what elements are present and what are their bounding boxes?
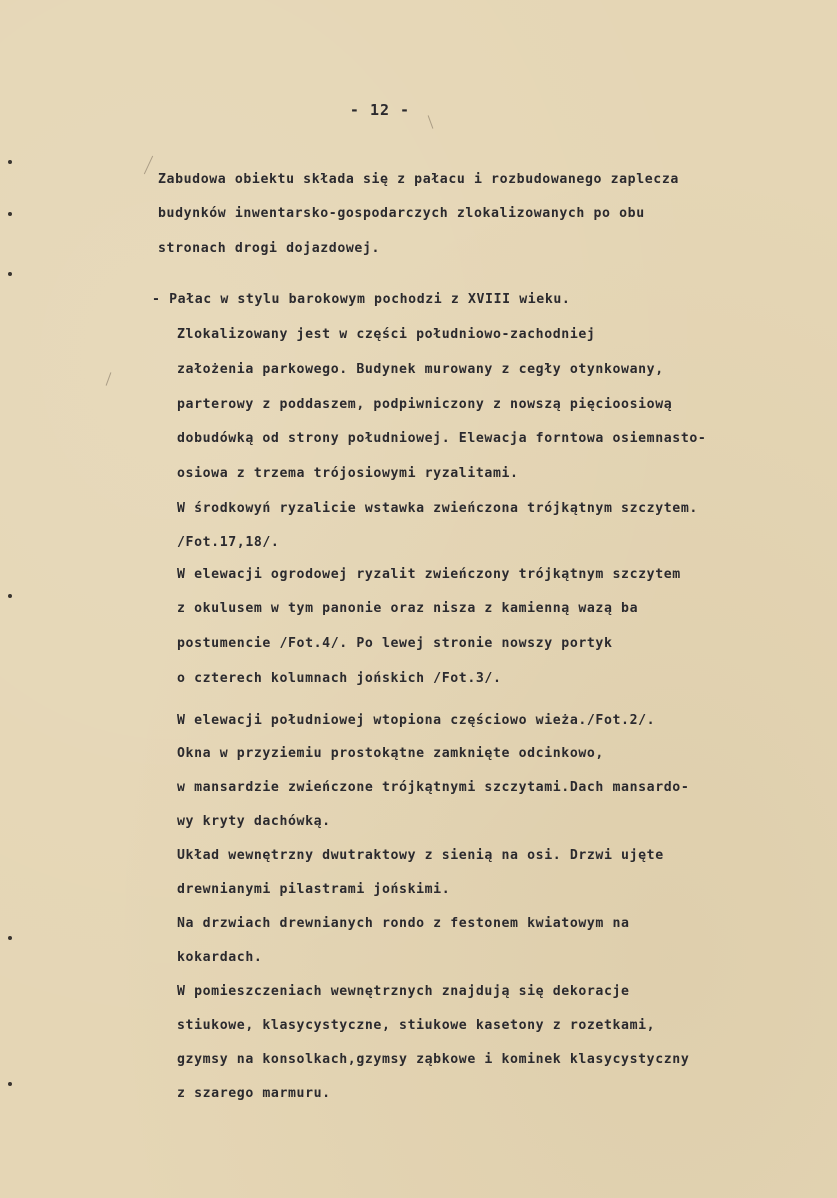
text-line: dobudówką od strony południowej. Elewacja forntowa osiemnasto- [177,431,707,446]
paper-mark [106,372,112,385]
text-line: z szarego marmuru. [177,1086,331,1101]
text-line: w mansardzie zwieńczone trójkątnymi szczytami.Dach mansardo- [177,780,690,795]
text-line: W środkowyń ryzalicie wstawka zwieńczona trójkątnym szczytem. [177,501,698,516]
page-number: - 12 - [349,101,411,119]
punch-hole [8,272,12,276]
text-line: stronach drogi dojazdowej. [158,241,381,256]
text-line: budynków inwentarsko-gospodarczych zlokalizowanych po obu [158,206,645,221]
punch-hole [8,1082,12,1086]
paper-mark [144,156,153,175]
text-line: W elewacji południowej wtopiona częściowo wieża./Fot.2/. [177,713,656,728]
text-line: o czterech kolumnach jońskich /Fot.3/. [177,671,502,686]
text-line: gzymsy na konsolkach,gzymsy ząbkowe i kominek klasycystyczny [177,1052,690,1067]
text-line: założenia parkowego. Budynek murowany z cegły otynkowany, [177,362,664,377]
text-line: stiukowe, klasycystyczne, stiukowe kasetony z rozetkami, [177,1018,656,1033]
text-line: /Fot.17,18/. [177,535,280,550]
punch-hole [8,160,12,164]
punch-hole [8,594,12,598]
text-line: Zlokalizowany jest w części południowo-zachodniej [177,327,596,342]
text-line: Na drzwiach drewnianych rondo z festonem kwiatowym na [177,916,630,931]
text-line: z okulusem w tym panonie oraz nisza z kamienną wazą ba [177,601,639,616]
text-line: parterowy z poddaszem, podpiwniczony z nowszą pięcioosiową [177,397,673,412]
text-line: W pomieszczeniach wewnętrznych znajdują się dekoracje [177,984,630,999]
text-line: W elewacji ogrodowej ryzalit zwieńczony trójkątnym szczytem [177,567,681,582]
text-line: kokardach. [177,950,263,965]
text-line: postumencie /Fot.4/. Po lewej stronie nowszy portyk [177,636,613,651]
punch-hole [8,212,12,216]
text-line: Zabudowa obiektu składa się z pałacu i rozbudowanego zaplecza [158,172,679,187]
text-line: Okna w przyziemiu prostokątne zamknięte odcinkowo, [177,746,604,761]
text-line: wy kryty dachówką. [177,814,331,829]
text-line: drewnianymi pilastrami jońskimi. [177,882,451,897]
punch-hole [8,936,12,940]
text-line: osiowa z trzema trójosiowymi ryzalitami. [177,466,519,481]
text-line: Układ wewnętrzny dwutraktowy z sienią na osi. Drzwi ujęte [177,848,664,863]
text-line: - Pałac w stylu barokowym pochodzi z XVIII wieku. [152,292,571,307]
